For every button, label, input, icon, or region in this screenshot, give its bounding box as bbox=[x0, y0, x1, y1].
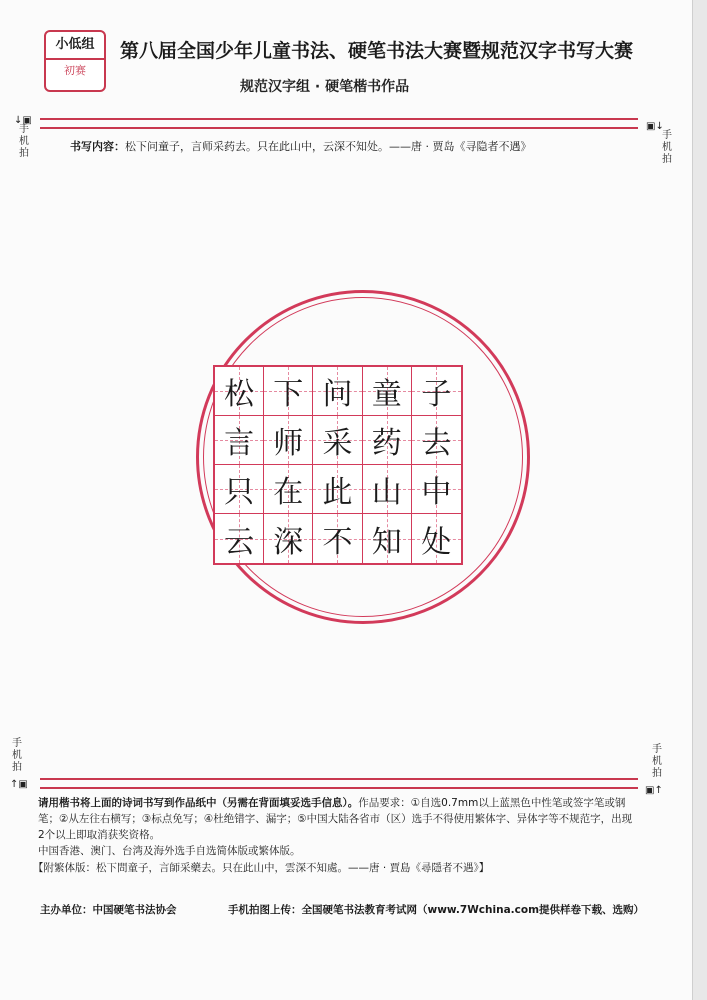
side-label-top-left: 手机拍 bbox=[19, 124, 29, 159]
grid-char: 问 bbox=[322, 377, 353, 412]
grid-char: 处 bbox=[421, 524, 452, 560]
grid-cell bbox=[215, 367, 264, 416]
content-text: 松下问童子，言师采药去。只在此山中，云深不知处。——唐 · 贾岛《寻隐者不遇》 bbox=[125, 140, 532, 153]
grid-char: 童 bbox=[371, 377, 402, 412]
grid-cell bbox=[412, 416, 461, 465]
grid-char: 此 bbox=[322, 475, 353, 510]
side-label-bottom-left: 手机拍 bbox=[12, 738, 22, 773]
grid-char: 师 bbox=[273, 426, 304, 461]
grid-char: 云 bbox=[224, 524, 255, 560]
grid-char: 下 bbox=[273, 377, 304, 412]
arrow-up-icon: ↑ bbox=[10, 779, 19, 790]
grid-cell bbox=[264, 465, 313, 514]
grid-cell bbox=[363, 514, 412, 563]
side-label-bottom-right: 手机拍 bbox=[652, 744, 662, 779]
camera-icon: ▣ bbox=[646, 121, 656, 132]
group-badge bbox=[44, 30, 106, 92]
grid-char: 中 bbox=[421, 475, 452, 510]
grid-char: 只 bbox=[224, 475, 255, 510]
grid-char: 言 bbox=[224, 426, 255, 461]
grid-char: 知 bbox=[371, 524, 402, 560]
badge-stage: 初赛 bbox=[64, 64, 86, 77]
grid-char: 在 bbox=[273, 475, 304, 510]
camera-icon: ▣ bbox=[645, 785, 655, 796]
grid-cell bbox=[313, 367, 362, 416]
grid-cell bbox=[264, 514, 313, 563]
grid-cell bbox=[363, 367, 412, 416]
instructions bbox=[38, 795, 638, 859]
organizer: 主办单位：中国硬笔书法协会 bbox=[40, 904, 177, 916]
grid-cell bbox=[313, 465, 362, 514]
bottom-divider bbox=[40, 778, 638, 789]
grid-cell bbox=[215, 514, 264, 563]
grid-cell bbox=[215, 465, 264, 514]
upload-info: 手机拍图上传：全国硬笔书法教育考试网（www.7Wchina.com提供样卷下载、选购） bbox=[228, 904, 645, 916]
scan-edge bbox=[692, 0, 707, 1000]
grid-cell bbox=[363, 416, 412, 465]
grid-cell bbox=[264, 416, 313, 465]
grid-char: 松 bbox=[224, 377, 255, 412]
grid-char: 子 bbox=[421, 377, 452, 412]
arrow-down-icon: ↓ bbox=[14, 115, 23, 126]
grid-cell bbox=[313, 514, 362, 563]
grid-cell bbox=[363, 465, 412, 514]
side-label-top-right: 手机拍 bbox=[662, 130, 672, 165]
grid-char: 药 bbox=[371, 426, 402, 461]
grid-char: 不 bbox=[322, 524, 353, 560]
writing-grid bbox=[213, 365, 463, 565]
grid-char: 山 bbox=[371, 475, 402, 510]
camera-icon: ▣ bbox=[18, 779, 28, 790]
content-label: 书写内容： bbox=[70, 140, 125, 153]
grid-char: 去 bbox=[421, 426, 452, 461]
page-title: 第八届全国少年儿童书法、硬笔书法大赛暨规范汉字书写大赛 bbox=[120, 40, 634, 62]
grid-char: 采 bbox=[322, 426, 353, 461]
grid-cell bbox=[264, 367, 313, 416]
instructions-head: 请用楷书将上面的诗词书写到作品纸中（另需在背面填妥选手信息）。 bbox=[38, 797, 359, 809]
camera-icon: ▣ bbox=[22, 115, 32, 126]
bottom-right-marker bbox=[645, 778, 663, 797]
grid-cell bbox=[412, 367, 461, 416]
instructions-body: 作品要求：①自选0.7mm以上蓝黑色中性笔或签字笔或钢笔；②从左往右横写；③标点免写；④杜绝错字、漏字；⑤中国大陆各省市（区）选手不得使用繁体字、异体字等不规范字，出现2个以上即取消获奖资格。 bbox=[38, 797, 633, 841]
badge-group: 小低组 bbox=[46, 32, 104, 60]
top-divider bbox=[40, 118, 638, 129]
grid-char: 深 bbox=[273, 524, 304, 560]
traditional-version: 【附繁体版：松下問童子，言師采藥去。只在此山中，雲深不知處。——唐 · 賈島《尋隱者不遇》】 bbox=[33, 862, 490, 874]
writing-content bbox=[70, 138, 630, 154]
grid-cell bbox=[412, 465, 461, 514]
grid-cell bbox=[412, 514, 461, 563]
bottom-left-marker bbox=[10, 772, 28, 791]
grid-cell bbox=[313, 416, 362, 465]
instructions-note: 中国香港、澳门、台湾及海外选手自选简体版或繁体版。 bbox=[38, 845, 301, 857]
grid-cell bbox=[215, 416, 264, 465]
arrow-up-icon: ↑ bbox=[654, 785, 663, 796]
page-subtitle: 规范汉字组 · 硬笔楷书作品 bbox=[240, 79, 410, 95]
arrow-down-icon: ↓ bbox=[655, 121, 664, 132]
